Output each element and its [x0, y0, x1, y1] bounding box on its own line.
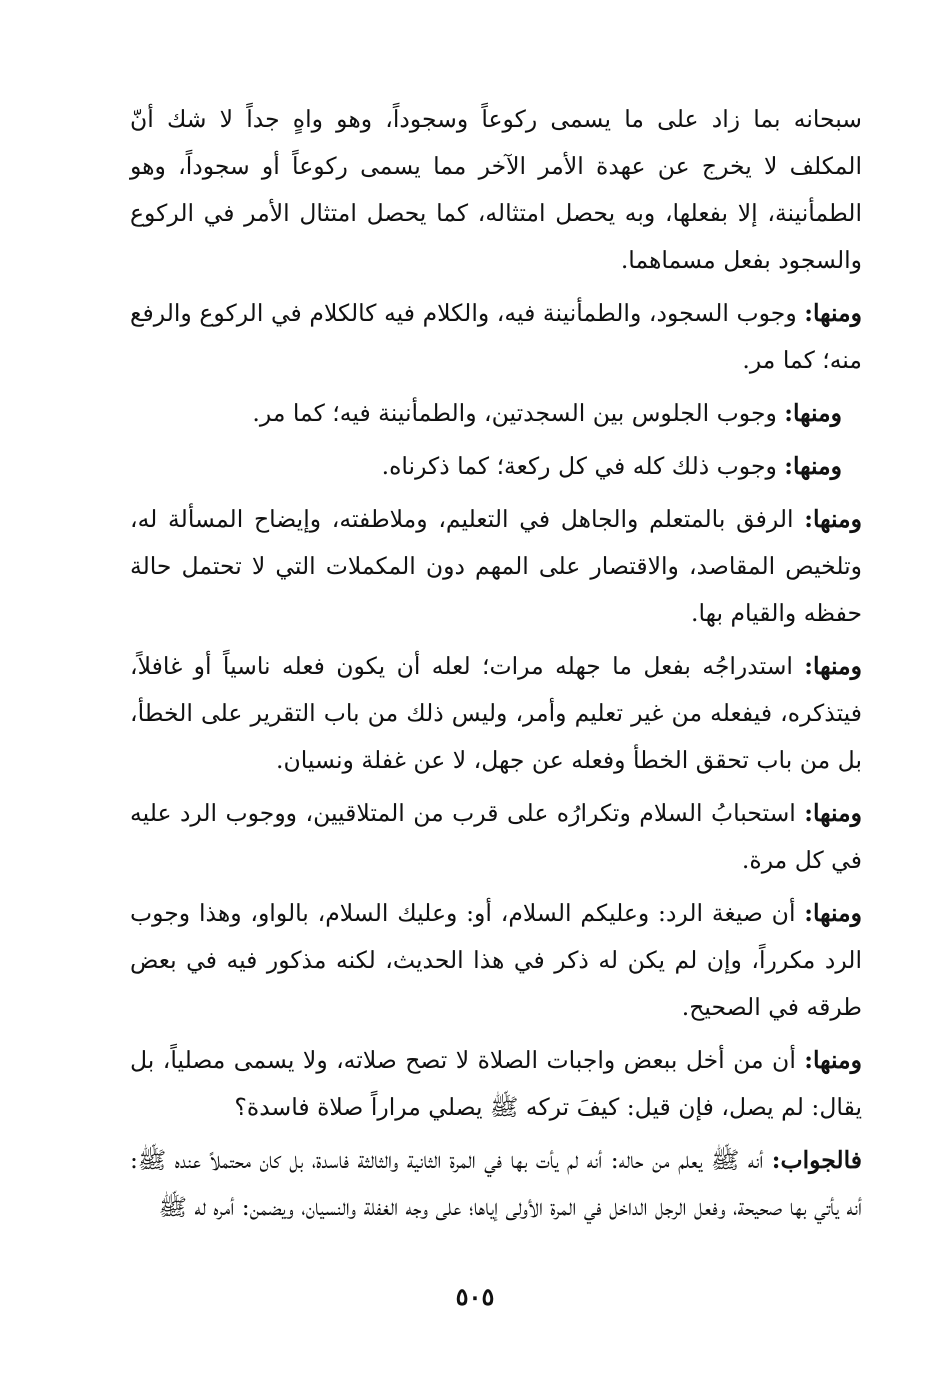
paragraph-lead: ومنها: — [804, 505, 862, 533]
paragraph-text: أن من أخل ببعض واجبات الصلاة لا تصح صلاته، ولا يسمى مصلياً، بل يقال: لم يصل، فإن قيل: كيفَ تركه ﷺ يصلي مراراً صلاة فاسدة؟ — [130, 1046, 862, 1121]
page-number: ٥٠٥ — [455, 1282, 495, 1311]
paragraph-text: استدراجُه بفعل ما جهله مرات؛ لعله أن يكون فعله ناسياً أو غافلاً، فيتذكره، فيفعله من غير تعليم وأمر، وليس ذلك من باب التقرير على الخطأ، بل من باب تحقق الخطأ وفعله عن جهل، لا عن غفلة ونسيان. — [130, 652, 862, 774]
paragraph-text: وجوب السجود، والطمأنينة فيه، والكلام فيه كالكلام في الركوع والرفع منه؛ كما مر. — [130, 299, 862, 374]
paragraph-lead: ومنها: — [804, 299, 862, 327]
paragraph-lead: ومنها: — [784, 399, 842, 427]
paragraph-lead: ومنها: — [804, 1046, 862, 1074]
paragraph-10 — [130, 1137, 862, 1231]
paragraph-6 — [130, 643, 862, 784]
paragraph-5 — [130, 496, 862, 637]
paragraph-4 — [130, 443, 862, 490]
paragraph-lead: ومنها: — [804, 899, 862, 927]
paragraph-lead: ومنها: — [804, 799, 862, 827]
paragraph-text: استحبابُ السلام وتكرارُه على قرب من المتلاقيين، ووجوب الرد عليه في كل مرة. — [130, 799, 862, 874]
paragraph-text: وجوب ذلك كله في كل ركعة؛ كما ذكرناه. — [381, 452, 785, 480]
paragraph-text: أن صيغة الرد: وعليكم السلام، أو: وعليك السلام، بالواو، وهذا وجوب الرد مكرراً، وإن لم يكن له ذكر في هذا الحديث، لكنه مذكور فيه في بعض طرقه في الصحيح. — [130, 899, 862, 1021]
paragraph-8 — [130, 890, 862, 1031]
paragraph-3 — [130, 390, 862, 437]
paragraph-lead: ومنها: — [804, 652, 862, 680]
paragraph-2 — [130, 290, 862, 384]
paragraph-9 — [130, 1037, 862, 1131]
page-body — [130, 96, 862, 1231]
paragraph-lead: ومنها: — [784, 452, 842, 480]
paragraph-text: وجوب الجلوس بين السجدتين، والطمأنينة فيه؛ كما مر. — [252, 399, 785, 427]
paragraph-text: الرفق بالمتعلم والجاهل في التعليم، وملاطفته، وإيضاح المسألة له، وتلخيص المقاصد، والاقتصار على المهم دون المكملات التي لا تحتمل حالة حفظه والقيام بها. — [130, 505, 862, 627]
paragraph-7 — [130, 790, 862, 884]
paragraph-lead: فالجواب: — [771, 1146, 862, 1174]
paragraph-text: سبحانه بما زاد على ما يسمى ركوعاً وسجوداً، وهو واهٍ جداً لا شك أنّ المكلف لا يخرج عن عهدة الأمر الآخر مما يسمى ركوعاً أو سجوداً، وهو الطمأنينة، إلا بفعلها، وبه يحصل امتثاله، كما يحصل امتثال الأمر في الركوع والسجود بفعل مسماهما. — [130, 105, 862, 274]
paragraph-text: أنه ﷺ يعلم من حاله: أنه لم يأت بها في المرة الثانية والثالثة فاسدة، بل كان محتملاً عنده ﷺ: أنه يأتي بها صحيحة، وفعل الرجل الداخل في المرة الأولى إياها؛ على وجه الغفلة والنسيان، ويضمن: أمره له ﷺ — [130, 1146, 862, 1221]
paragraph-1 — [130, 96, 862, 284]
